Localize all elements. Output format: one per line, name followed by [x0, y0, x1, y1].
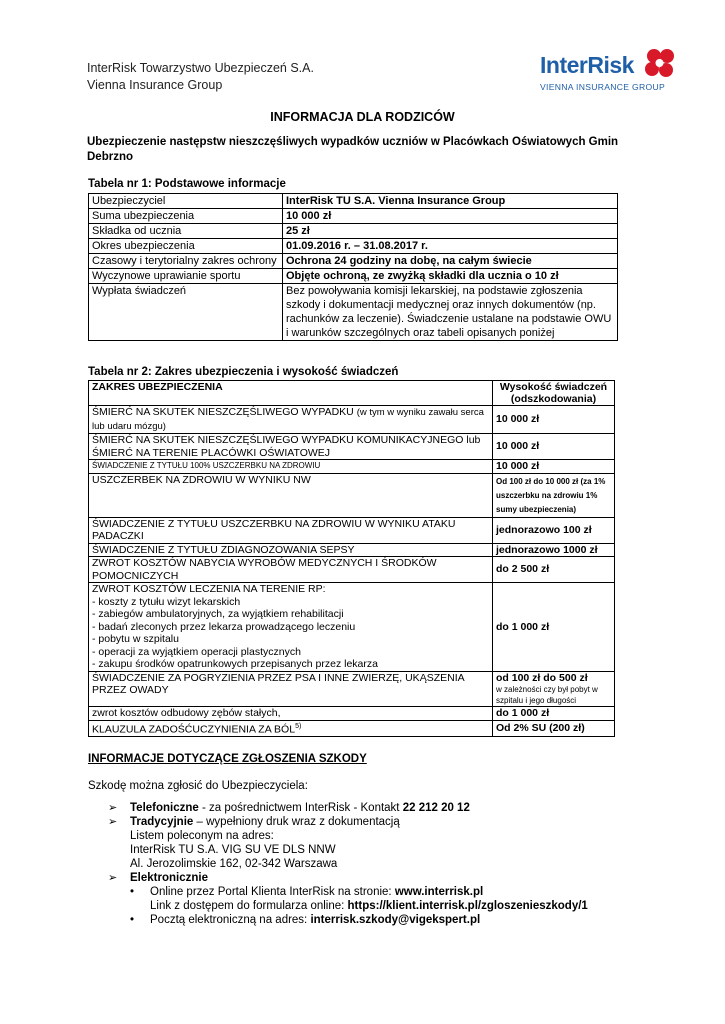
scope-note: (w tym w wyniku zawału serca lub udaru mózgu)	[92, 407, 484, 432]
amount-cell: 10 000 zł	[493, 434, 615, 460]
claims-intro: Szkodę można zgłosić do Ubezpieczyciela:	[88, 780, 308, 792]
list-item	[108, 885, 668, 899]
list-item	[108, 815, 668, 829]
arrow-bullet-icon: ➢	[108, 872, 118, 884]
claims-heading: INFORMACJE DOTYCZĄCE ZGŁOSZENIA SZKODY	[88, 753, 367, 765]
scope-cell: ŚWIADCZENIE ZA POGRYZIENIA PRZEZ PSA I INNE ZWIERZĘ, UKĄSZENIA PRZEZ OWADY	[89, 671, 493, 707]
table1-caption: Tabela nr 1: Podstawowe informacje	[88, 178, 286, 190]
list-item: - zakupu środków opatrunkowych przepisanych przez lekarza	[92, 658, 378, 670]
row-value: Ochrona 24 godziny na dobę, na całym świecie	[283, 254, 618, 269]
row-value: InterRisk TU S.A. Vienna Insurance Group	[283, 194, 618, 209]
phone-text: - za pośrednictwem InterRisk - Kontakt	[198, 802, 403, 814]
row-label: Suma ubezpieczenia	[89, 209, 283, 224]
table-row	[89, 460, 615, 474]
amount-cell: Od 2% SU (200 zł)	[493, 720, 615, 736]
header-amount: Wysokość świadczeń (odszkodowania)	[493, 381, 615, 406]
table-row	[89, 583, 615, 672]
table-row	[89, 209, 618, 224]
amount-cell: do 1 000 zł	[493, 707, 615, 721]
document-subtitle: Ubezpieczenie następstw nieszczęśliwych wypadków uczniów w Placówkach Oświatowych Gmin Debrzno	[87, 136, 619, 163]
list-item: - koszty z tytułu wizyt lekarskich	[92, 595, 241, 608]
scope-cell	[89, 583, 493, 672]
form-link[interactable]: https://klient.interrisk.pl/zgloszenieszkody/1	[347, 900, 588, 912]
row-label: Okres ubezpieczenia	[89, 239, 283, 254]
amount-cell: jednorazowo 100 zł	[493, 517, 615, 543]
scope-cell: ŚWIADCZENIE Z TYTUŁU USZCZERBKU NA ZDROWIU W WYNIKU ATAKU PADACZKI	[89, 517, 493, 543]
company-line-1: InterRisk Towarzystwo Ubezpieczeń S.A.	[87, 61, 314, 75]
electronic-label: Elektronicznie	[130, 872, 208, 884]
phone-number[interactable]: 22 212 20 12	[402, 802, 470, 814]
company-name	[87, 60, 314, 94]
amount-cell: Od 100 zł do 10 000 zł (za 1% uszczerbku na zdrowiu 1% sumy ubezpieczenia)	[493, 473, 615, 517]
row-value: 10 000 zł	[283, 209, 618, 224]
company-line-2: Vienna Insurance Group	[87, 78, 223, 92]
list-item	[108, 899, 668, 913]
row-value: Bez powoływania komisji lekarskiej, na podstawie zgłoszenia szkody i dokumentacji medycznej oraz innych dokumentów (np. rachunków za leczenie). Świadczenie ustalane na podstawie OWU i warunków szczególnych oraz tabeli opisanych poniżej	[283, 284, 618, 341]
email-link[interactable]: interrisk.szkody@vigekspert.pl	[310, 914, 481, 926]
table-header-row	[89, 381, 615, 406]
scope-text: ZWROT KOSZTÓW LECZENIA NA TERENIE RP:	[92, 583, 326, 595]
portal-link[interactable]: www.interrisk.pl	[394, 886, 484, 898]
arrow-bullet-icon: ➢	[108, 816, 118, 828]
row-value: 01.09.2016 r. – 31.08.2017 r.	[283, 239, 618, 254]
scope-text: KLAUZULA ZADOŚĆUCZYNIENIA ZA BÓL	[92, 723, 296, 735]
scope-cell: ŚMIERĆ NA SKUTEK NIESZCZĘŚLIWEGO WYPADKU KOMUNIKACYJNEGO lub ŚMIERĆ NA TERENIE PLACÓWKI OŚWIATOWEJ	[89, 434, 493, 460]
coverage-table	[88, 380, 615, 737]
scope-cell: USZCZERBEK NA ZDROWIU W WYNIKU NW	[89, 473, 493, 517]
bullet-icon: •	[130, 886, 135, 898]
table-row	[89, 224, 618, 239]
table-row	[89, 194, 618, 209]
table2-caption: Tabela nr 2: Zakres ubezpieczenia i wysokość świadczeń	[88, 366, 399, 378]
table-row	[89, 284, 618, 341]
scope-cell: zwrot kosztów odbudowy zębów stałych,	[89, 707, 493, 721]
table-row	[89, 473, 615, 517]
portal-text: Online przez Portal Klienta InterRisk na stronie:	[150, 886, 395, 898]
claims-methods-list	[108, 801, 668, 927]
table-row	[89, 517, 615, 543]
scope-cell	[89, 406, 493, 434]
scope-text: ŚMIERĆ NA SKUTEK NIESZCZĘŚLIWEGO WYPADKU	[92, 406, 354, 418]
amount-text: od 100 zł do 500 zł	[496, 671, 588, 684]
form-text: Link z dostępem do formularza online:	[150, 900, 348, 912]
row-value: 25 zł	[283, 224, 618, 239]
list-item: - operacji za wyjątkiem operacji plastycznych	[92, 645, 301, 658]
table-row	[89, 707, 615, 721]
row-label: Ubezpieczyciel	[89, 194, 283, 209]
scope-cell: ŚWIADCZENIE Z TYTUŁU 100% USZCZERBKU NA ZDROWIU	[89, 460, 493, 474]
table-row	[89, 434, 615, 460]
list-item: - pobytu w szpitalu	[92, 633, 179, 645]
address-line: InterRisk TU S.A. VIG SU VE DLS NNW	[130, 844, 336, 856]
table-row	[89, 720, 615, 736]
flower-icon	[642, 46, 678, 82]
row-label: Składka od ucznia	[89, 224, 283, 239]
bullet-icon: •	[130, 914, 135, 926]
scope-cell: ZWROT KOSZTÓW NABYCIA WYROBÓW MEDYCZNYCH I ŚRODKÓW POMOCNICZYCH	[89, 557, 493, 583]
amount-cell	[493, 671, 615, 707]
row-label: Wyczynowe uprawianie sportu	[89, 269, 283, 284]
table-row	[89, 254, 618, 269]
list-item	[108, 871, 668, 885]
scope-cell	[89, 720, 493, 736]
email-text: Pocztą elektroniczną na adres:	[150, 914, 311, 926]
list-item	[108, 913, 668, 927]
traditional-text: – wypełniony druk wraz z dokumentacją	[193, 816, 400, 828]
list-item	[108, 801, 668, 815]
table-row	[89, 557, 615, 583]
amount-cell: do 2 500 zł	[493, 557, 615, 583]
list-item: - badań zleconych przez lekarza prowadzącego leczeniu	[92, 620, 356, 633]
scope-cell: ŚWIADCZENIE Z TYTUŁU ZDIAGNOZOWANIA SEPSY	[89, 543, 493, 557]
table-row	[89, 239, 618, 254]
basic-info-table	[88, 193, 618, 341]
table-row	[89, 543, 615, 557]
table-row	[89, 671, 615, 707]
traditional-label: Tradycyjnie	[130, 816, 194, 828]
amount-note: w zależności czy był pobyt w szpitalu i jego długości	[496, 685, 598, 705]
amount-cell: jednorazowo 1000 zł	[493, 543, 615, 557]
amount-cell: 10 000 zł	[493, 406, 615, 434]
page-title: INFORMACJA DLA RODZICÓW	[270, 110, 455, 124]
address-line: Listem poleconym na adres:	[130, 830, 274, 842]
arrow-bullet-icon: ➢	[108, 802, 118, 814]
list-item: - zabiegów ambulatoryjnych, za wyjątkiem rehabilitacji	[92, 608, 344, 620]
table-row	[89, 406, 615, 434]
row-label: Czasowy i terytorialny zakres ochrony	[89, 254, 283, 269]
row-value: Objęte ochroną, ze zwyżką składki dla ucznia o 10 zł	[283, 269, 618, 284]
footnote-ref: 5)	[295, 722, 302, 730]
amount-cell: do 1 000 zł	[493, 583, 615, 672]
logo-subtitle: VIENNA INSURANCE GROUP	[540, 82, 666, 92]
address-line: Al. Jerozolimskie 162, 02-342 Warszawa	[130, 858, 338, 870]
table-row	[89, 269, 618, 284]
logo-wordmark: InterRisk	[540, 52, 634, 78]
phone-label: Telefoniczne	[130, 802, 199, 814]
amount-cell: 10 000 zł	[493, 460, 615, 474]
interrisk-logo	[540, 46, 700, 96]
row-label: Wypłata świadczeń	[89, 284, 283, 341]
header-scope: ZAKRES UBEZPIECZENIA	[89, 381, 493, 406]
